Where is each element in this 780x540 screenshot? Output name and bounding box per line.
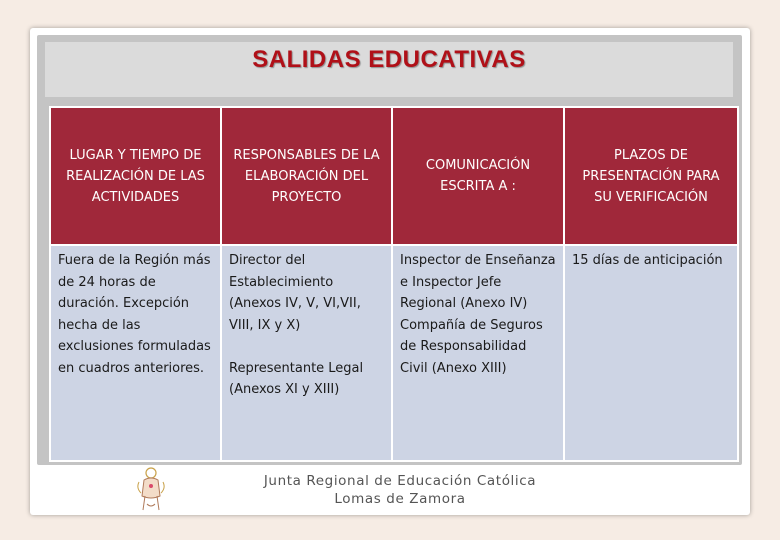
footer-line-2: Lomas de Zamora xyxy=(334,491,466,507)
cell-responsables: Director del Establecimiento (Anexos IV, V, VI,VII, VIII, IX y X) Representante Legal (Anexos XI y XIII) xyxy=(221,245,392,461)
cell-comunicacion: Inspector de Enseñanza e Inspector Jefe Regional (Anexo IV) Compañía de Seguros de Responsabilidad Civil (Anexo XIII) xyxy=(392,245,564,461)
footer-credit xyxy=(200,472,600,508)
cell-plazos: 15 días de anticipación xyxy=(564,245,738,461)
header-responsables: RESPONSABLES DE LA ELABORACIÓN DEL PROYECTO xyxy=(221,107,392,245)
table-row xyxy=(50,245,738,461)
angel-figure-icon xyxy=(135,466,167,512)
footer-line-1: Junta Regional de Educación Católica xyxy=(263,473,537,489)
cell-lugar-tiempo: Fuera de la Región más de 24 horas de duración. Excepción hecha de las exclusiones formuladas en cuadros anteriores. xyxy=(50,245,221,461)
header-lugar-tiempo: LUGAR Y TIEMPO DE REALIZACIÓN DE LAS ACTIVIDADES xyxy=(50,107,221,245)
header-comunicacion: COMUNICACIÓN ESCRITA A : xyxy=(392,107,564,245)
table-header-row xyxy=(50,107,738,245)
header-plazos: PLAZOS DE PRESENTACIÓN PARA SU VERIFICACIÓN xyxy=(564,107,738,245)
slide-title: SALIDAS EDUCATIVAS xyxy=(252,46,526,73)
info-table xyxy=(49,106,739,462)
